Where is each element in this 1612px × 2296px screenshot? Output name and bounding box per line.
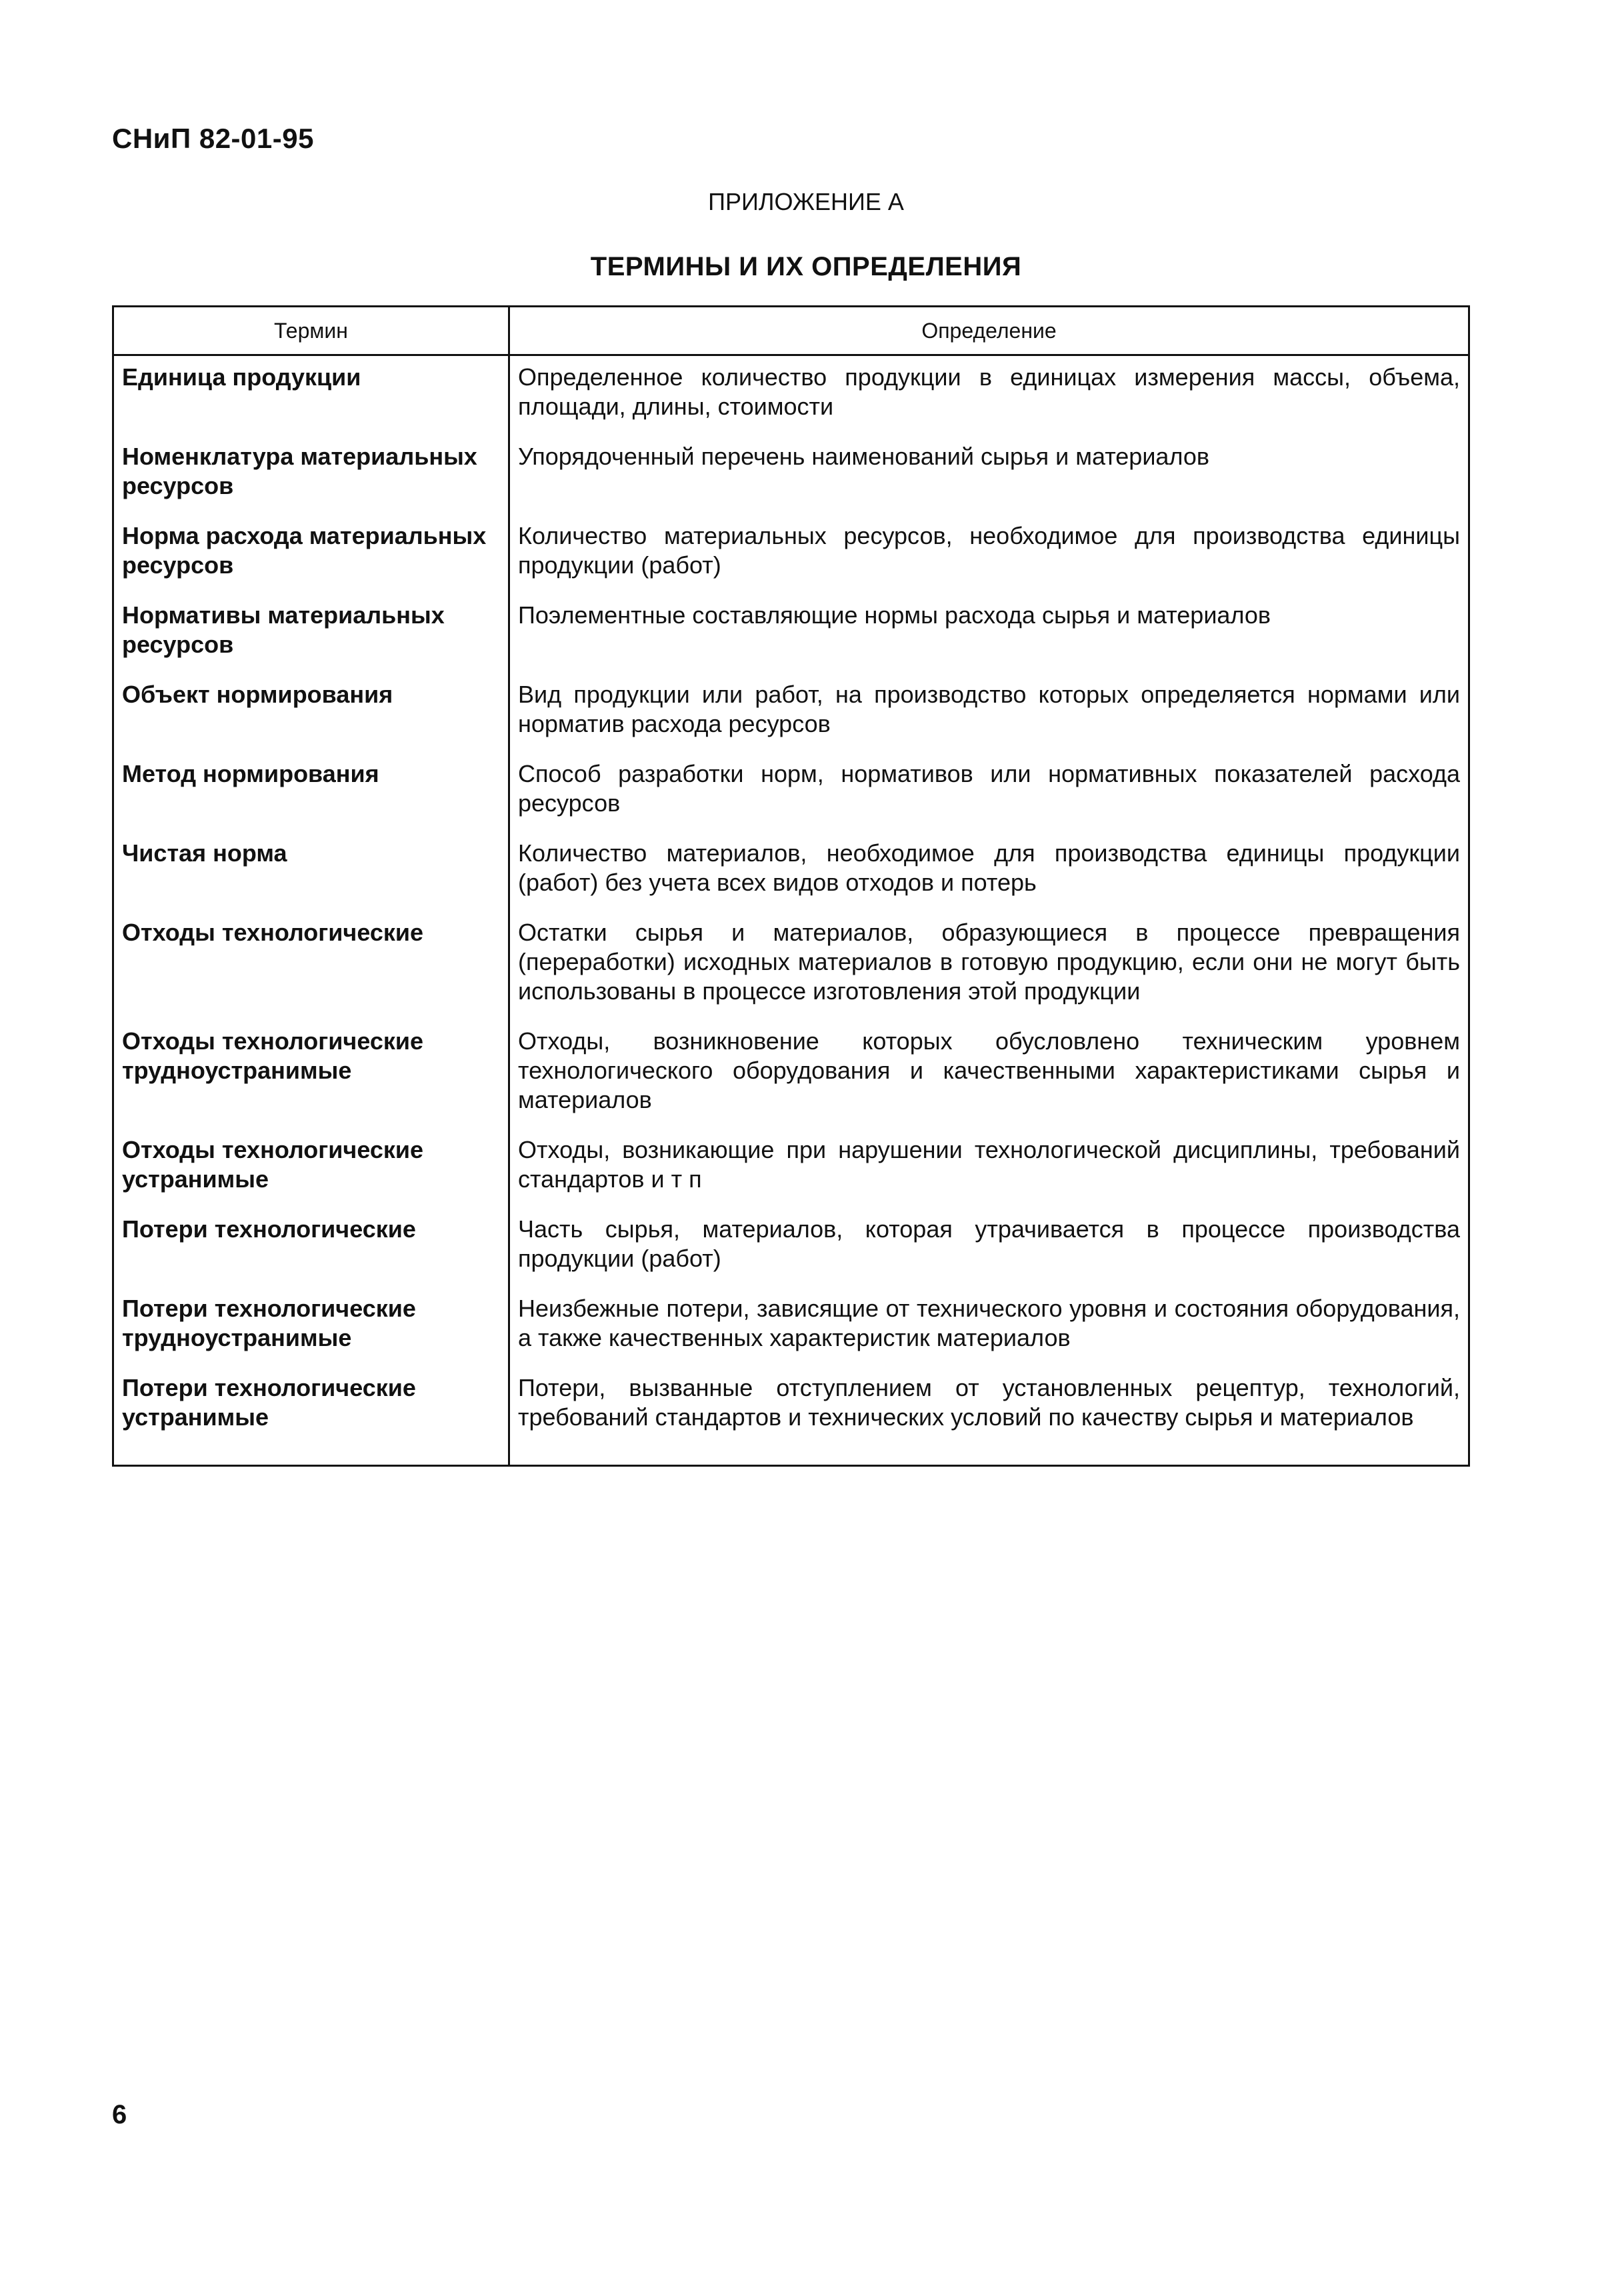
table-row bbox=[113, 911, 1469, 1020]
page-number: 6 bbox=[112, 2100, 127, 2129]
table-row bbox=[113, 1367, 1469, 1465]
term-text: Норма расхода материальных ресурсов bbox=[122, 522, 487, 579]
term-cell bbox=[113, 435, 509, 515]
term-cell bbox=[113, 515, 509, 594]
table-row bbox=[113, 1020, 1469, 1129]
table-row bbox=[113, 1129, 1469, 1208]
term-cell bbox=[113, 355, 509, 436]
definition-cell: Вид продукции или работ, на производство которых определяется нормами или норматив расхода ресурсов bbox=[518, 681, 1460, 737]
definition-cell: Отходы, возникающие при нарушении технологической дисциплины, требований стандартов и т п bbox=[518, 1136, 1460, 1193]
terms-table bbox=[112, 305, 1470, 1467]
term-text: Отходы технологические трудноустранимые bbox=[122, 1027, 424, 1084]
column-header-term: Термин bbox=[113, 307, 509, 355]
term-cell bbox=[113, 753, 509, 832]
term-cell bbox=[113, 1129, 509, 1208]
table-row bbox=[113, 832, 1469, 911]
term-text: Отходы технологические устранимые bbox=[122, 1136, 424, 1193]
term-text: Номенклатура материальных ресурсов bbox=[122, 443, 477, 499]
term-text: Нормативы материальных ресурсов bbox=[122, 601, 445, 658]
definition-cell: Количество материальных ресурсов, необходимое для производства единицы продукции (работ) bbox=[518, 522, 1460, 579]
term-cell bbox=[113, 1287, 509, 1367]
definition-cell: Часть сырья, материалов, которая утрачивается в процессе производства продукции (работ) bbox=[518, 1215, 1460, 1272]
term-text: Отходы технологические bbox=[122, 919, 424, 946]
document-code: СНиП 82-01-95 bbox=[112, 123, 314, 154]
table-header-row bbox=[113, 307, 1469, 355]
term-text: Потери технологические трудноустранимые bbox=[122, 1295, 416, 1351]
term-cell bbox=[113, 1208, 509, 1287]
table-row bbox=[113, 753, 1469, 832]
table-row bbox=[113, 1287, 1469, 1367]
definition-cell: Количество материалов, необходимое для производства единицы продукции (работ) без учета всех видов отходов и потерь bbox=[518, 839, 1460, 896]
term-text: Метод нормирования bbox=[122, 760, 379, 787]
term-cell bbox=[113, 673, 509, 753]
table-row bbox=[113, 515, 1469, 594]
definition-cell: Поэлементные составляющие нормы расхода сырья и материалов bbox=[518, 601, 1271, 629]
term-cell bbox=[113, 832, 509, 911]
table-row bbox=[113, 1208, 1469, 1287]
page-title: ТЕРМИНЫ И ИХ ОПРЕДЕЛЕНИЯ bbox=[590, 252, 1022, 281]
term-text: Потери технологические bbox=[122, 1215, 416, 1243]
term-cell bbox=[113, 911, 509, 1020]
term-text: Объект нормирования bbox=[122, 681, 393, 708]
table-row bbox=[113, 435, 1469, 515]
table-row bbox=[113, 355, 1469, 436]
definition-cell: Определенное количество продукции в единицах измерения массы, объема, площади, длины, стоимости bbox=[518, 363, 1460, 420]
definition-cell: Способ разработки норм, нормативов или нормативных показателей расхода ресурсов bbox=[518, 760, 1460, 817]
definition-cell: Неизбежные потери, зависящие от технического уровня и состояния оборудования, а также качественных характеристик материалов bbox=[518, 1295, 1460, 1351]
definition-cell: Отходы, возникновение которых обусловлено техническим уровнем технологического оборудования и качественными характеристиками сырья и материалов bbox=[518, 1027, 1460, 1113]
table-row bbox=[113, 673, 1469, 753]
column-header-definition: Определение bbox=[509, 307, 1469, 355]
term-cell bbox=[113, 1367, 509, 1465]
term-text: Потери технологические устранимые bbox=[122, 1374, 416, 1431]
definition-cell: Потери, вызванные отступлением от установленных рецептур, технологий, требований стандартов и технических условий по качеству сырья и материалов bbox=[518, 1374, 1460, 1431]
definition-cell: Остатки сырья и материалов, образующиеся в процессе превращения (переработки) исходных материалов в готовую продукцию, если они не могут быть использованы в процессе изготовления этой продукции bbox=[518, 919, 1460, 1005]
table-row bbox=[113, 594, 1469, 673]
definition-cell: Упорядоченный перечень наименований сырья и материалов bbox=[518, 443, 1210, 470]
term-cell bbox=[113, 1020, 509, 1129]
term-cell bbox=[113, 594, 509, 673]
term-text: Единица продукции bbox=[122, 363, 361, 391]
appendix-label: ПРИЛОЖЕНИЕ А bbox=[708, 188, 904, 215]
term-text: Чистая норма bbox=[122, 839, 287, 867]
